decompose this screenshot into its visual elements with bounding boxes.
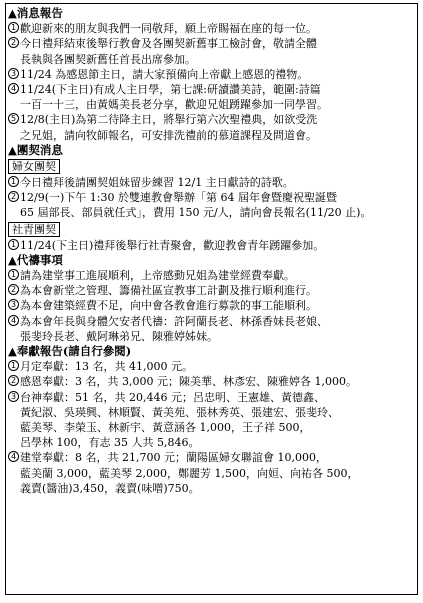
item-text: 12/8(主日)為第二待降主日，將舉行第六次聖禮典，如欲受洗: [20, 113, 318, 127]
item-text: 請為建堂事工進展順利，上帝感動兄姐為建堂經費奉獻。: [20, 269, 295, 283]
group-label: 婦女團契: [8, 159, 60, 174]
item-text: 建堂奉獻：8 名，共 21,700 元；蘭陽區婦女聯誼會 10,000，: [20, 451, 327, 465]
item-text: 台神奉獻：51 名，共 20,446 元；呂忠明、王憲雄、黃德鑫、: [20, 390, 325, 404]
item-text: 11/24(下主日)有成人主日學，第七課:研讀讚美詩，範圍:詩篇: [20, 83, 321, 97]
item-number: 3: [8, 299, 19, 310]
announcements-section: [8, 6, 413, 143]
item-text: 張斐玲長老、戴阿琳弟兄、陳雅婷姊妹。: [20, 329, 218, 343]
item-number: 1: [8, 176, 19, 187]
item-number: 1: [8, 239, 19, 250]
item-text: 藍美琴、李榮玉、林新宇、黃意涵各 1,000，王子祥 500，: [20, 421, 311, 435]
item-text: 長執與各團契新舊任首長出席參加。: [20, 52, 196, 66]
list-item: [8, 359, 413, 374]
young-adults-fellowship-group: [8, 221, 413, 253]
item-text: 為本會年長與身體欠安者代禱：許阿蘭長老、林孫香妹長老娘、: [20, 314, 328, 328]
item-text: 為本會建築經費不足，向中會各教會進行募款的事工能順利。: [20, 299, 317, 313]
item-number: 1: [8, 269, 19, 280]
item-number: 2: [8, 375, 19, 386]
list-item: [8, 298, 413, 313]
item-text: 一百一十三，由黃媽美長老分享，歡迎兄姐踴躍參加一同學習。: [20, 98, 328, 112]
item-number: 4: [8, 451, 19, 462]
item-text: 65 屆部長、部員就任式」，費用 150 元/人，請向會長報名(11/20 止)。: [20, 206, 372, 220]
item-number: 2: [8, 37, 19, 48]
list-item: [8, 112, 413, 142]
item-number: 2: [8, 191, 19, 202]
fellowship-section: [8, 143, 413, 253]
item-text: 呂學林 100，有志 35 人共 5,846。: [20, 436, 200, 450]
list-item: [8, 67, 413, 82]
list-item: [8, 36, 413, 66]
group-label: 社青團契: [8, 222, 60, 237]
item-text: 今日禮拜後請團契姐妹留步練習 12/1 主日獻詩的詩歌。: [20, 176, 294, 190]
item-number: 1: [8, 360, 19, 371]
list-item: [8, 238, 413, 253]
list-item: [8, 175, 413, 190]
bulletin-sheet: [5, 3, 418, 595]
list-item: [8, 283, 413, 298]
item-text: 為本會新堂之管理、籌備社區宣教事工計劃及推行順利進行。: [20, 284, 317, 298]
item-text: 之兄姐，請向牧師報名，可安排洗禮前的慕道課程及問道會。: [20, 128, 317, 142]
list-item: [8, 82, 413, 112]
item-text: 黃紀淑、吳瑛興、林順賢、黃美苑、張林秀英、張建宏、張斐玲、: [20, 405, 339, 419]
item-number: 2: [8, 284, 19, 295]
item-number: 3: [8, 391, 19, 402]
item-text: 義賣(醬油)3,450，義賣(味噌)750。: [20, 481, 200, 495]
item-number: 5: [8, 113, 19, 124]
list-item: [8, 190, 413, 220]
section-title: ▲奉獻報告(請自行參閱): [8, 344, 132, 359]
list-item: [8, 390, 413, 451]
list-item: [8, 450, 413, 496]
womens-fellowship-group: [8, 158, 413, 221]
list-item: [8, 21, 413, 36]
item-text: 感恩奉獻：3 名，共 3,000 元；陳美華、林彥宏、陳雅婷各 1,000。: [20, 375, 357, 389]
item-number: 1: [8, 22, 19, 33]
item-number: 3: [8, 68, 19, 79]
item-text: 藍美蘭 3,000，藍美琴 2,000，鄭麗芳 1,500，向姮、向祐各 500，: [20, 466, 359, 480]
item-number: 4: [8, 83, 19, 94]
item-text: 11/24 為感恩節主日，請大家預備向上帝獻上感恩的禮物。: [20, 67, 309, 81]
item-number: 4: [8, 315, 19, 326]
list-item: [8, 374, 413, 389]
item-text: 今日禮拜結束後舉行教會及各團契新舊事工檢討會，敬請全體: [20, 37, 317, 51]
item-text: 歡迎新來的朋友與我們一同敬拜，願上帝賜福在座的每一位。: [20, 22, 317, 36]
prayer-section: [8, 253, 413, 344]
item-text: 11/24(下主日)禮拜後舉行社青聚會，歡迎教會青年踴躍參加。: [20, 238, 325, 252]
list-item: [8, 314, 413, 344]
list-item: [8, 268, 413, 283]
item-text: 12/9(一)下午 1:30 於雙連教會舉辦「第 64 屆年會暨慶祝聖誕暨: [20, 191, 337, 205]
offering-section: [8, 344, 413, 496]
section-title: ▲消息報告: [8, 6, 63, 20]
section-title: ▲代禱事項: [8, 252, 63, 267]
item-text: 月定奉獻：13 名，共 41,000 元。: [20, 360, 193, 374]
section-title: ▲團契消息: [8, 142, 63, 157]
